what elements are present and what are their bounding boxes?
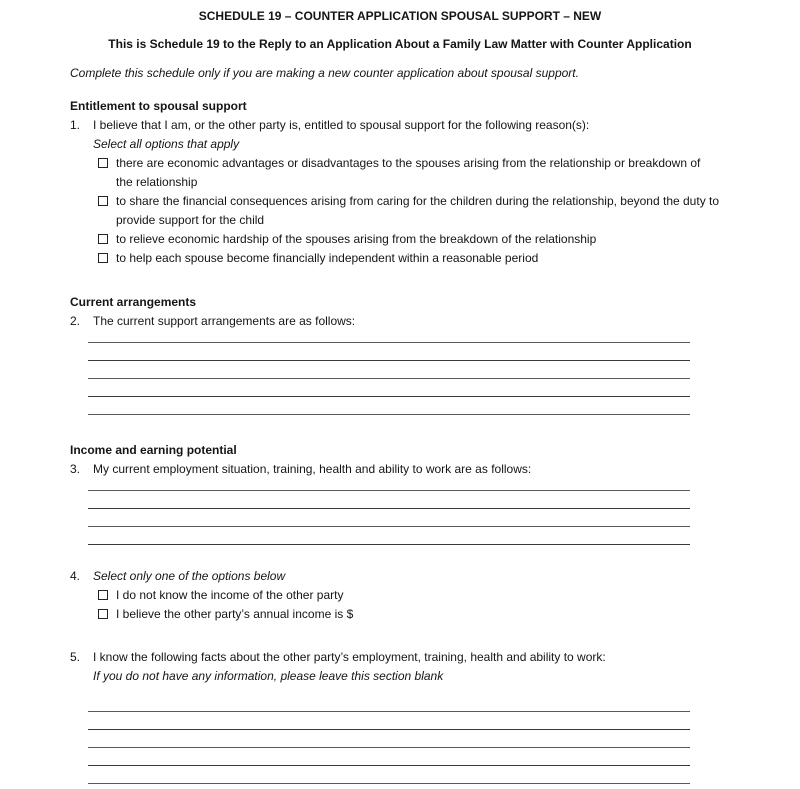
item-5 bbox=[70, 648, 730, 667]
item-4-hint: Select only one of the options below bbox=[93, 569, 286, 583]
writing-line[interactable] bbox=[88, 527, 690, 545]
item-2-number: 2. bbox=[70, 314, 81, 328]
checkbox-option bbox=[98, 605, 730, 624]
form-instruction: Complete this schedule only if you are making a new counter application about spousal support. bbox=[70, 66, 579, 80]
item-2 bbox=[70, 312, 730, 331]
writing-line[interactable] bbox=[88, 748, 690, 766]
checkbox-option bbox=[98, 192, 730, 230]
checkbox-label: there are economic advantages or disadvantages to the spouses arising from the relationship or breakdown of the relationship bbox=[116, 156, 701, 189]
item-3 bbox=[70, 460, 730, 479]
checkbox-option bbox=[98, 586, 730, 605]
checkbox-option bbox=[98, 249, 730, 268]
writing-line[interactable] bbox=[88, 509, 690, 527]
other-party-income-options bbox=[98, 586, 730, 624]
checkbox-label: to share the financial consequences arising from caring for the children during the relationship, beyond the duty to provide support for the child bbox=[116, 194, 720, 227]
item-5-text: I know the following facts about the other party’s employment, training, health and ability to work: bbox=[93, 650, 606, 664]
checkbox[interactable] bbox=[98, 196, 108, 206]
item-4 bbox=[70, 567, 730, 586]
writing-line[interactable] bbox=[88, 343, 690, 361]
writing-line[interactable] bbox=[88, 361, 690, 379]
item-1-text: I believe that I am, or the other party is, entitled to spousal support for the following reason(s): bbox=[93, 118, 590, 132]
section-heading-entitlement: Entitlement to spousal support bbox=[70, 99, 247, 113]
checkbox-label: to help each spouse become financially independent within a reasonable period bbox=[116, 251, 539, 265]
item-3-number: 3. bbox=[70, 462, 81, 476]
item-1-hint: Select all options that apply bbox=[93, 137, 240, 151]
writing-line[interactable] bbox=[88, 379, 690, 397]
checkbox[interactable] bbox=[98, 609, 108, 619]
writing-line[interactable] bbox=[88, 491, 690, 509]
writing-line[interactable] bbox=[88, 730, 690, 748]
checkbox[interactable] bbox=[98, 234, 108, 244]
writing-lines-income bbox=[88, 479, 690, 545]
item-4-number: 4. bbox=[70, 569, 81, 583]
checkbox-option bbox=[98, 154, 730, 192]
item-5-hint: If you do not have any information, please leave this section blank bbox=[93, 669, 444, 683]
item-5-number: 5. bbox=[70, 650, 81, 664]
checkbox[interactable] bbox=[98, 158, 108, 168]
writing-line[interactable] bbox=[88, 479, 690, 491]
item-2-text: The current support arrangements are as follows: bbox=[93, 314, 356, 328]
page-subtitle: This is Schedule 19 to the Reply to an Application About a Family Law Matter with Counter Application bbox=[108, 37, 692, 51]
checkbox-option bbox=[98, 230, 730, 249]
entitlement-options bbox=[98, 154, 730, 268]
section-heading-income: Income and earning potential bbox=[70, 443, 237, 457]
writing-line[interactable] bbox=[88, 331, 690, 343]
section-heading-current-arrangements: Current arrangements bbox=[70, 295, 197, 309]
writing-lines-current-arrangements bbox=[88, 331, 690, 415]
item-3-text: My current employment situation, training, health and ability to work are as follows: bbox=[93, 462, 532, 476]
item-1-number: 1. bbox=[70, 118, 81, 132]
writing-line[interactable] bbox=[88, 712, 690, 730]
page-title: SCHEDULE 19 – COUNTER APPLICATION SPOUSAL SUPPORT – NEW bbox=[198, 9, 602, 23]
checkbox-label: to relieve economic hardship of the spouses arising from the breakdown of the relationship bbox=[116, 232, 597, 246]
checkbox[interactable] bbox=[98, 253, 108, 263]
writing-line[interactable] bbox=[88, 700, 690, 712]
writing-line[interactable] bbox=[88, 397, 690, 415]
checkbox-label: I believe the other party’s annual income is $ bbox=[116, 607, 354, 621]
checkbox-label: I do not know the income of the other party bbox=[116, 588, 344, 602]
writing-line[interactable] bbox=[88, 766, 690, 784]
writing-lines-other-party-facts bbox=[88, 700, 690, 784]
checkbox[interactable] bbox=[98, 590, 108, 600]
item-1 bbox=[70, 116, 730, 135]
